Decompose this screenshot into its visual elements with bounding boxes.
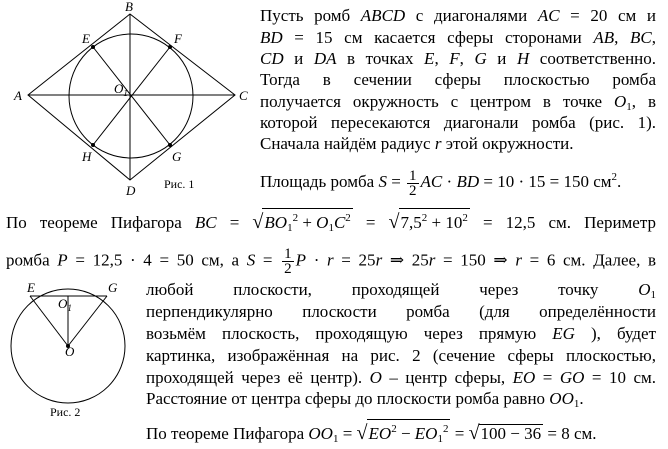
fig2-label-O: O bbox=[65, 344, 75, 359]
label-C: C bbox=[239, 88, 248, 103]
text-line-4: Тогда в сечении сферы плоскостью ромба bbox=[260, 70, 656, 89]
figure-1-caption: Рис. 1 bbox=[164, 177, 195, 191]
text-line-9: По теореме Пифагора BC = $√BO_1^2 + O_1C^2 = √7,5^2 + 10^2 = 12,5$ см. Периметр bbox=[6, 208, 656, 237]
text-line-1: Пусть ромб ABCD с диагоналями AC = 20 см и bbox=[260, 6, 656, 25]
text-line-3: CD и DA в точках E, F, G и H соответственно. bbox=[260, 49, 657, 68]
fig2-label-O1: $O_1$ bbox=[58, 296, 72, 313]
label-D: D bbox=[126, 183, 136, 198]
text-line-5: получается окружность с центром в точке $O_1$, в bbox=[260, 92, 656, 113]
text-line-12: перпендикулярно плоскости ромба (для определённости bbox=[146, 302, 656, 321]
text-line-8: Площадь ромба S = $\frac{1}{2}$ AC · BD = 10 · 15 = 150 $см^2$. bbox=[260, 167, 622, 199]
text-line-11: любой плоскости, проходящей через точку $O_1$ bbox=[146, 280, 656, 301]
text-line-6: которой пересекаются диагонали ромба (рис. 1). bbox=[260, 113, 656, 132]
text-line-7: Сначала найдём радиус r этой окружности. bbox=[260, 134, 574, 153]
label-F: F bbox=[174, 31, 182, 46]
text-line-17: По теореме Пифагора $OO_1 = √EO^2 - EO_1^2 = √100 - 36 = 8$ см. bbox=[146, 419, 597, 449]
figure-2-caption: Рис. 2 bbox=[50, 405, 81, 419]
text-line-15: проходящей через её центр). O – центр сферы, EO = GO = 10 см. bbox=[146, 368, 657, 387]
label-O1: $O_1$ bbox=[114, 81, 128, 98]
text-line-13: возьмём плоскость, проходящую через прямую EG ), будет bbox=[146, 324, 656, 343]
fig2-label-G: G bbox=[108, 280, 118, 295]
label-E: E bbox=[82, 31, 90, 46]
figure-1-rhombus bbox=[0, 0, 260, 200]
label-B: B bbox=[125, 0, 133, 14]
text-line-14: картинка, изображённая на рис. 2 (сечение сферы плоскостью, bbox=[146, 346, 656, 365]
label-H: H bbox=[82, 149, 92, 164]
text-line-2: BD = 15 см касается сферы сторонами AB, BC, bbox=[260, 28, 656, 47]
label-A: A bbox=[14, 88, 22, 103]
figure-2-cross-section bbox=[0, 275, 135, 447]
label-G: G bbox=[172, 149, 182, 164]
fig2-label-E: E bbox=[27, 280, 35, 295]
text-line-10: ромба P = 12,5 · 4 = 50 см, а S = $\frac{1}{2}$ P · r = 25r ⇒ 25r = 150 ⇒ r = 6 см. Далее, в bbox=[6, 246, 657, 277]
text-line-16: Расстояние от центра сферы до плоскости ромба равно $OO_1$. bbox=[146, 389, 584, 410]
